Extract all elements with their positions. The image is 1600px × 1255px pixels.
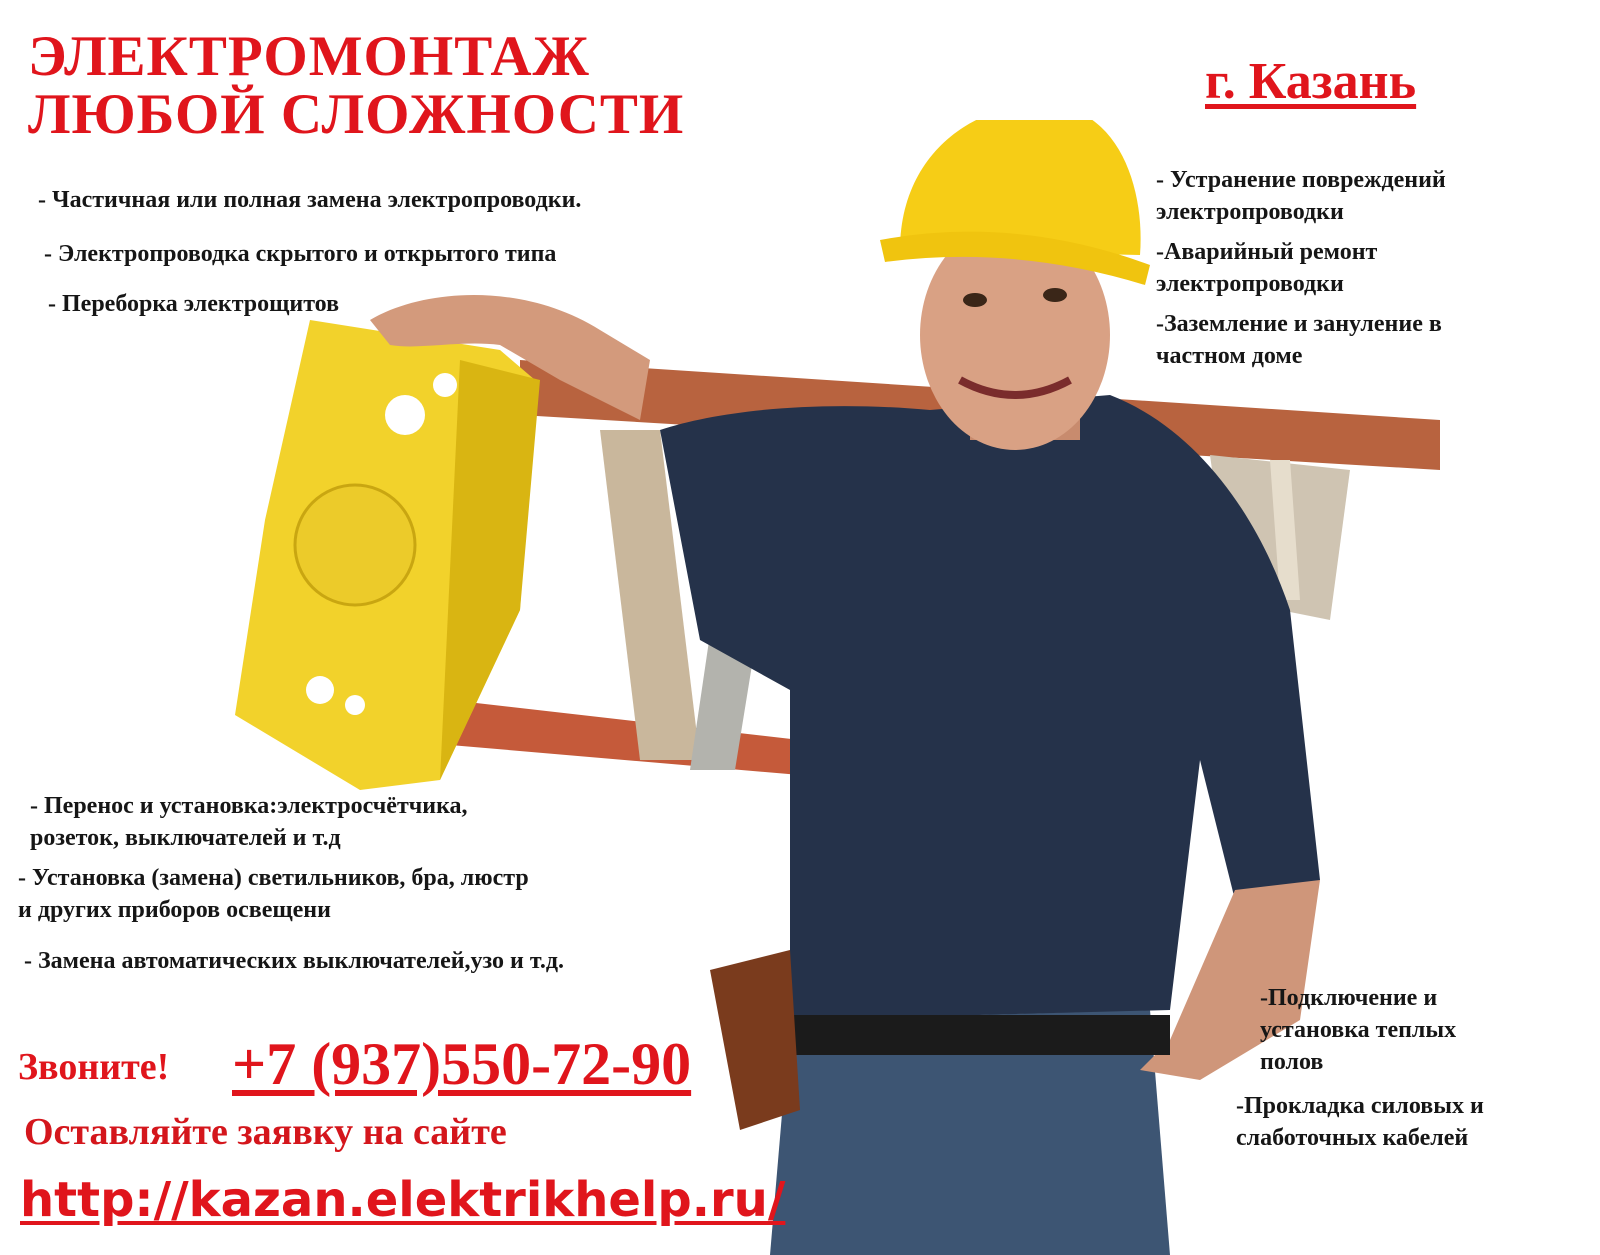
headline-line-2: ЛЮБОЙ СЛОЖНОСТИ <box>28 83 685 146</box>
service-item: - Замена автоматических выключателей,узо и т.д. <box>24 948 565 974</box>
service-item: -Аварийный ремонт электропроводки <box>1156 239 1378 297</box>
belt-illustration <box>790 1015 1170 1055</box>
website-link[interactable]: http://kazan.elektrikhelp.ru/ <box>20 1172 786 1228</box>
service-item: - Частичная или полная замена электропроводки. <box>38 187 582 213</box>
headline-line-1: ЭЛЕКТРОМОНТАЖ <box>28 25 590 88</box>
phone-link[interactable]: +7 (937)550-72-90 <box>232 1031 692 1097</box>
apply-text: Оставляйте заявку на сайте <box>24 1111 507 1153</box>
service-item: - Установка (замена) светильников, бра, люстр и других приборов освещени <box>18 865 529 923</box>
service-item: -Заземление и зануление в частном доме <box>1156 311 1442 369</box>
city-label: г. Казань <box>1205 53 1417 110</box>
service-item: - Электропроводка скрытого и открытого типа <box>44 241 557 267</box>
service-item: - Перенос и установка:электросчётчика, розеток, выключателей и т.д <box>30 793 468 851</box>
tool-pouch-illustration <box>710 950 800 1130</box>
service-item: - Переборка электрощитов <box>48 291 340 317</box>
service-item: -Прокладка силовых и слаботочных кабелей <box>1236 1093 1484 1151</box>
call-label: Звоните! <box>18 1046 170 1088</box>
headline <box>28 25 685 146</box>
service-item: - Устранение повреждений электропроводки <box>1156 167 1446 225</box>
service-item: -Подключение и установка теплых полов <box>1260 985 1457 1075</box>
